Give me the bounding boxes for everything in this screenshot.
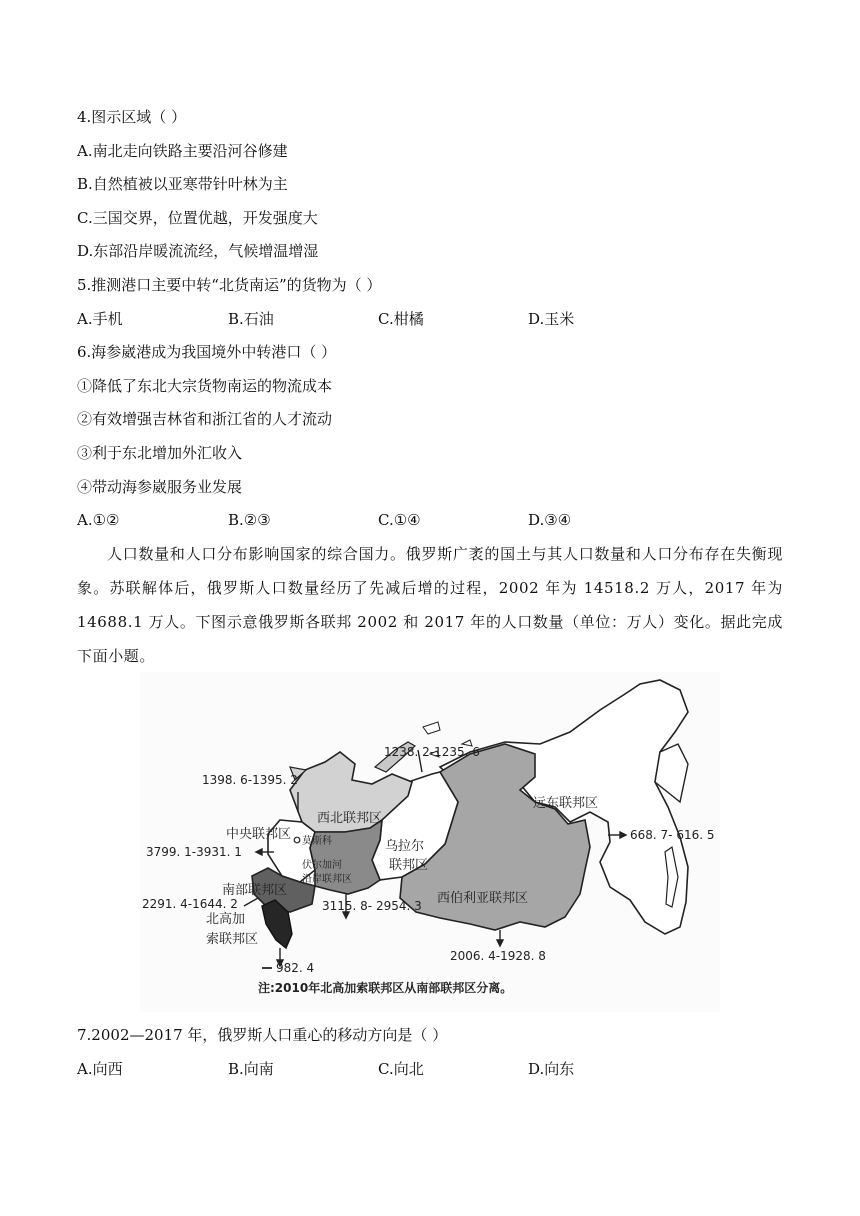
label-ural-1: 乌拉尔 — [385, 839, 425, 854]
q6-option-a: A.①② — [77, 511, 120, 529]
passage-text: 人口数量和人口分布影响国家的综合国力。俄罗斯广袤的国土与其人口数量和人口分布存在失衡现象。苏联解体后，俄罗斯人口数量经历了先减后增的过程，2002 年为 14518.2 万人，2017 年为 14688.1 万人。下图示意俄罗斯各联邦 2002 和 2017 年的人口数量（单位：万人）变化。据此完成下面小题。 — [77, 545, 783, 665]
q6-item-1: ①降低了东北大宗货物南运的物流成本 — [77, 377, 333, 395]
question-6-stem: 6.海参崴港成为我国境外中转港口（ ） — [77, 343, 337, 361]
map-note: 注:2010年北高加索联邦区从南部联邦区分离。 — [258, 981, 513, 995]
q7-option-c: C.向北 — [378, 1060, 424, 1078]
q6-option-d: D.③④ — [528, 511, 572, 529]
q6-item-4: ④带动海参崴服务业发展 — [77, 478, 243, 496]
label-ural-2: 联邦区 — [389, 858, 429, 873]
value-northwest: 1398. 6-1395. 2 — [202, 773, 298, 787]
label-far-east: 远东联邦区 — [533, 796, 599, 811]
label-central: 中央联邦区 — [226, 827, 292, 842]
q5-option-c: C.柑橘 — [378, 310, 424, 328]
value-volga: 3115. 8- 2954. 3 — [322, 899, 422, 913]
value-northwest-islands: 1238. 2-1235. 6 — [384, 745, 480, 759]
q7-option-b: B.向南 — [228, 1060, 274, 1078]
q5-option-a: A.手机 — [77, 310, 123, 328]
label-volga-2: 沿岸联邦区 — [302, 874, 352, 885]
label-south: 南部联邦区 — [222, 883, 288, 898]
value-siberia: 2006. 4-1928. 8 — [450, 949, 546, 963]
label-ncaucasus-1: 北高加 — [206, 912, 246, 927]
question-4-stem: 4.图示区域（ ） — [77, 108, 187, 126]
label-volga-1: 伏尔加河 — [302, 860, 342, 871]
q7-option-a: A.向西 — [77, 1060, 123, 1078]
q4-option-c: C.三国交界，位置优越，开发强度大 — [77, 209, 318, 227]
q6-option-b: B.②③ — [228, 511, 271, 529]
russia-population-map — [140, 672, 720, 1012]
q4-option-d: D.东部沿岸暖流流经，气候增温增湿 — [77, 242, 319, 260]
q5-option-d: D.玉米 — [528, 310, 575, 328]
q6-item-2: ②有效增强吉林省和浙江省的人才流动 — [77, 410, 333, 428]
moscow-dot — [294, 837, 300, 843]
label-moscow: 莫斯科 — [302, 836, 332, 847]
question-5-stem: 5.推测港口主要中转“北货南运”的货物为（ ） — [77, 276, 382, 294]
q6-option-c: C.①④ — [378, 511, 421, 529]
q4-option-a: A.南北走向铁路主要沿河谷修建 — [77, 142, 288, 160]
value-ncaucasus: 982. 4 — [276, 961, 315, 975]
label-ncaucasus-2: 索联邦区 — [206, 932, 259, 947]
value-south: 2291. 4-1644. 2 — [142, 897, 238, 911]
value-central: 3799. 1-3931. 1 — [146, 845, 242, 859]
q7-option-d: D.向东 — [528, 1060, 575, 1078]
label-siberia: 西伯利亚联邦区 — [437, 891, 529, 906]
value-far-east: 668. 7- 616. 5 — [630, 828, 715, 842]
q5-option-b: B.石油 — [228, 310, 274, 328]
question-7-stem: 7.2002—2017 年，俄罗斯人口重心的移动方向是（ ） — [77, 1026, 448, 1044]
q4-option-b: B.自然植被以亚寒带针叶林为主 — [77, 175, 288, 193]
label-northwest: 西北联邦区 — [317, 811, 383, 826]
q6-item-3: ③利于东北增加外汇收入 — [77, 444, 243, 462]
